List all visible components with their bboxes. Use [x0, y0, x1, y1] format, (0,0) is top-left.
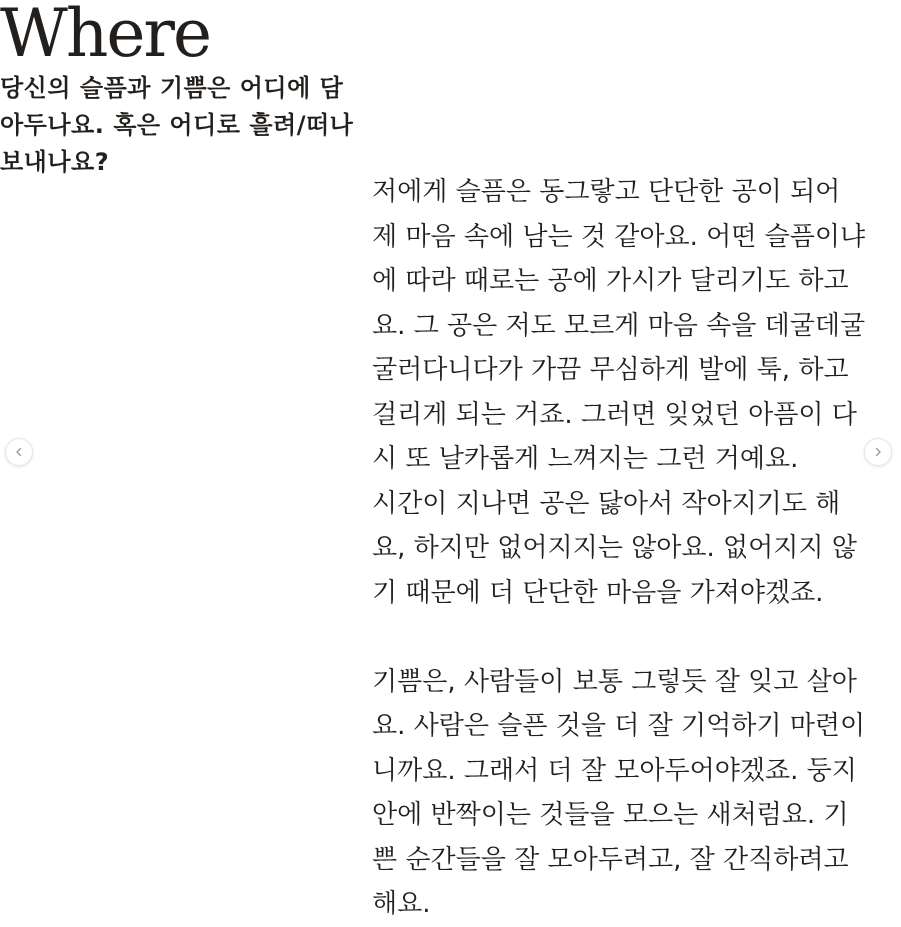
answer-line: 저에게 슬픔은 동그랗고 단단한 공이 되어	[372, 177, 841, 207]
page-title: Where	[0, 0, 211, 72]
answer-text	[372, 170, 901, 927]
answer-line: 기 때문에 더 단단한 마음을 가져야겠죠.	[372, 577, 824, 608]
answer-line: 요. 사람은 슬픈 것을 더 잘 기억하기 마련이	[372, 711, 866, 741]
chevron-right-icon	[872, 446, 884, 458]
answer-line: 에 따라 때로는 공에 가시가 달리기도 하고	[372, 266, 849, 296]
answer-line: 해요.	[372, 889, 431, 919]
answer-line: 쁜 순간들을 잘 모아두려고, 잘 간직하려고	[372, 844, 849, 875]
answer-line: 시 또 날카롭게 느껴지는 그런 거예요.	[372, 444, 799, 474]
answer-line: 요. 그 공은 저도 모르게 마음 속을 데굴데굴	[372, 310, 866, 341]
previous-slide-button[interactable]	[5, 438, 33, 466]
answer-line: 요, 하지만 없어지지는 않아요. 없어지지 않	[372, 533, 857, 563]
answer-line: 제 마음 속에 남는 것 같아요. 어떤 슬픔이냐	[372, 221, 866, 252]
chevron-left-icon	[13, 446, 25, 458]
answer-line: 기쁨은, 사람들이 보통 그렇듯 잘 잊고 살아	[372, 666, 857, 697]
answer-line: 걸리게 되는 거죠. 그러면 잊었던 아픔이 다	[372, 399, 857, 430]
question-line: 아두나요. 혹은 어디로 흘려/떠나	[0, 111, 354, 139]
answer-line: 굴러다니다가 가끔 무심하게 발에 툭, 하고	[372, 355, 849, 385]
question-line: 보내나요?	[0, 148, 110, 176]
answer-line: 안에 반짝이는 것들을 모으는 새처럼요. 기	[372, 800, 849, 830]
question-text	[0, 70, 372, 181]
paragraph-gap	[372, 615, 901, 660]
question-line: 당신의 슬픔과 기쁨은 어디에 담	[0, 74, 344, 102]
next-slide-button[interactable]	[864, 438, 892, 466]
answer-line: 시간이 지나면 공은 닳아서 작아지기도 해	[372, 488, 841, 519]
answer-line: 니까요. 그래서 더 잘 모아두어야겠죠. 둥지	[372, 755, 857, 786]
